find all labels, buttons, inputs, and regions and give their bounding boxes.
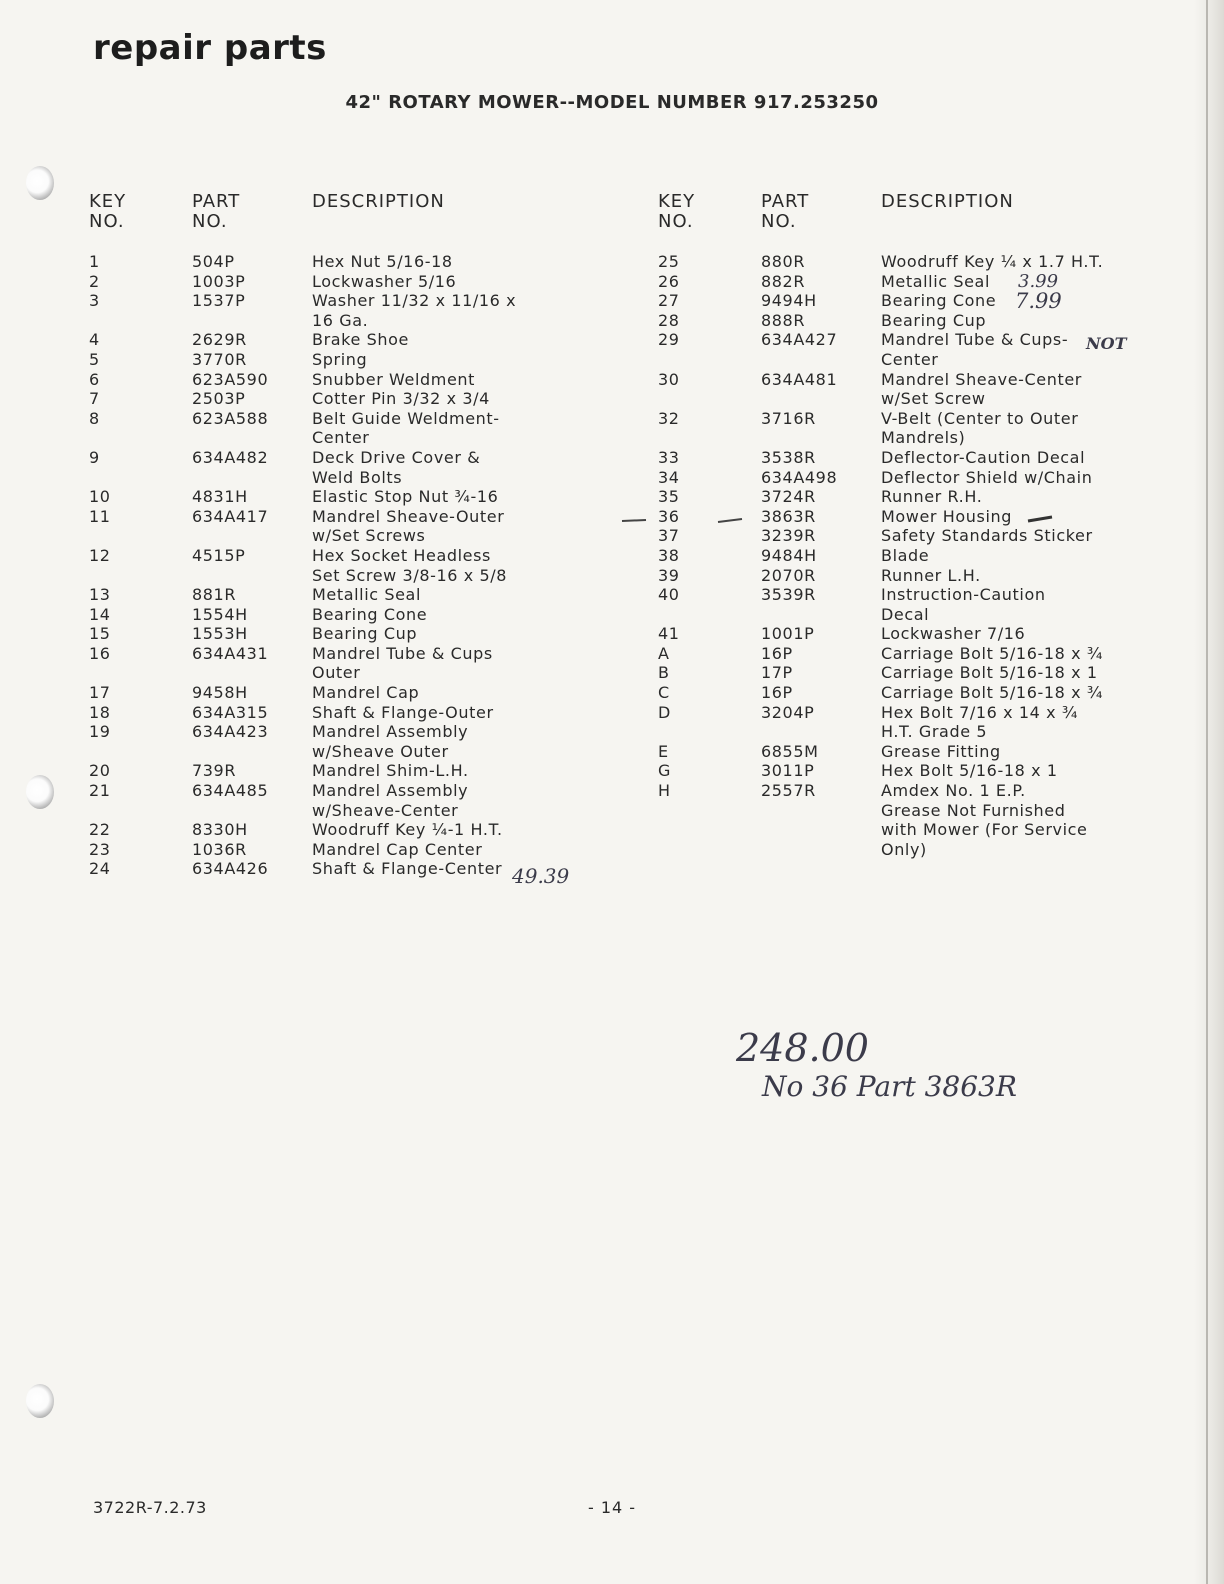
key-no-cell: 9 [89,447,100,467]
key-no-cell: 26 [658,271,680,291]
table-row [89,546,516,585]
part-no-cell: 2629R [192,330,247,350]
key-no-cell: 8 [89,408,100,428]
part-no-cell: 634A431 [192,643,269,663]
part-no-cell: 1553H [192,624,248,644]
table-header-row [658,192,1103,252]
description-cell: Bearing Cup [312,624,418,644]
key-no-cell: A [658,643,670,663]
document-code: 3722R-7.2.73 [93,1498,207,1517]
key-no-cell: 6 [89,369,100,389]
binder-hole-middle [26,775,54,809]
key-no-cell: 21 [89,781,111,801]
key-no-cell: 24 [89,859,111,879]
key-no-cell: 3 [89,291,100,311]
table-row [89,448,516,487]
table-row [89,585,516,605]
table-row [658,624,1103,644]
description-cell: Blade [881,545,930,565]
table-row [658,742,1103,762]
description-cell: Mandrel Sheave-Center w/Set Screw [881,369,1082,409]
key-no-cell: 1 [89,252,100,271]
part-no-cell: 634A417 [192,506,269,526]
key-no-cell: 38 [658,545,680,565]
handwritten-total-price: 248.00 [736,1026,869,1070]
part-no-cell: 3770R [192,349,247,369]
description-cell: Cotter Pin 3/32 x 3/4 [312,389,490,409]
description-cell: Woodruff Key ¼-1 H.T. [312,820,503,840]
description-cell: Carriage Bolt 5/16-18 x ¾ [881,643,1103,663]
key-no-cell: 29 [658,330,680,350]
description-cell: Mandrel Tube & Cups- Center [881,330,1069,369]
description-cell: Hex Socket Headless Set Screw 3/8-16 x 5/8 [312,545,508,585]
key-no-cell: 33 [658,447,680,467]
part-no-cell: 2070R [761,565,816,585]
column-header-key: KEY NO. [658,191,696,232]
key-no-cell: 30 [658,369,680,389]
part-no-cell: 1554H [192,604,248,624]
handwritten-price-26: 3.99 [1018,271,1059,292]
table-row [89,761,516,781]
description-cell: Lockwasher 7/16 [881,624,1026,644]
key-no-cell: E [658,741,669,761]
key-no-cell: 20 [89,761,111,781]
page-number: - 14 - [587,1498,637,1517]
table-row [658,663,1103,683]
part-no-cell: 6855M [761,741,819,761]
key-no-cell: 15 [89,624,111,644]
key-no-cell: G [658,761,671,781]
part-no-cell: 17P [761,663,793,683]
part-no-cell: 3724R [761,487,816,507]
key-no-cell: 37 [658,526,680,546]
part-no-cell: 3863R [761,506,816,526]
key-no-cell: 5 [89,349,100,369]
description-cell: Deflector Shield w/Chain [881,467,1093,487]
part-no-cell: 1537P [192,291,246,311]
table-row [658,370,1103,409]
description-cell: Mandrel Cap Center [312,839,483,859]
description-cell: Mandrel Assembly w/Sheave-Center [312,781,469,820]
part-no-cell: 504P [192,252,235,271]
description-cell: Belt Guide Weldment- Center [312,408,500,448]
table-row [658,409,1103,448]
part-no-cell: 3716R [761,408,816,428]
column-header-part: PART NO. [761,191,810,232]
table-row [89,820,516,840]
part-no-cell: 634A481 [761,369,838,389]
description-cell: Mower Housing [881,506,1013,526]
key-no-cell: 10 [89,487,111,507]
part-no-cell: 2503P [192,389,246,409]
key-no-cell: 41 [658,624,680,644]
column-header-description: DESCRIPTION [312,191,445,212]
key-no-cell: B [658,663,670,683]
description-cell: Hex Bolt 5/16-18 x 1 [881,761,1058,781]
key-no-cell: C [658,683,670,703]
table-row [89,683,516,703]
description-cell: Elastic Stop Nut ¾-16 [312,487,499,507]
description-cell: Bearing Cone [312,604,428,624]
description-cell: Mandrel Sheave-Outer w/Set Screws [312,506,505,546]
description-cell: Metallic Seal [312,585,421,605]
table-row [89,291,516,330]
key-no-cell: 35 [658,487,680,507]
part-no-cell: 16P [761,683,793,703]
part-no-cell: 634A498 [761,467,838,487]
page-edge-shadow [1194,0,1224,1584]
table-row [89,624,516,644]
part-no-cell: 1003P [192,271,246,291]
part-no-cell: 739R [192,761,237,781]
part-no-cell: 8330H [192,820,248,840]
description-cell: Spring [312,349,368,369]
description-cell: Metallic Seal [881,271,990,291]
table-row [89,781,516,820]
table-row [658,468,1103,488]
key-no-cell: 36 [658,506,680,526]
description-cell: Shaft & Flange-Outer [312,702,494,722]
description-cell: Lockwasher 5/16 [312,271,457,291]
description-cell: Mandrel Shim-L.H. [312,761,469,781]
page-heading: repair parts [93,28,327,68]
part-no-cell: 3538R [761,447,816,467]
table-row [89,252,516,272]
part-no-cell: 4831H [192,487,248,507]
table-row [658,585,1103,624]
table-row [658,311,1103,331]
key-no-cell: 2 [89,271,100,291]
part-no-cell: 9494H [761,291,817,311]
key-no-cell: 16 [89,643,111,663]
table-row [658,703,1103,742]
key-no-cell: 32 [658,408,680,428]
key-no-cell: 18 [89,702,111,722]
table-row [658,761,1103,781]
part-no-cell: 4515P [192,545,246,565]
table-row [89,409,516,448]
table-row [658,566,1103,586]
description-cell: Brake Shoe [312,330,409,350]
description-cell: Deflector-Caution Decal [881,447,1086,467]
key-no-cell: 22 [89,820,111,840]
table-row [89,644,516,683]
table-row [89,487,516,507]
description-cell: Shaft & Flange-Center [312,859,503,879]
description-cell: Mandrel Cap [312,683,420,703]
description-cell: Deck Drive Cover & Weld Bolts [312,447,481,487]
description-cell: Instruction-Caution Decal [881,585,1046,624]
description-cell: Washer 11/32 x 11/16 x 16 Ga. [312,291,517,330]
table-row [89,859,516,879]
handwritten-total-note: No 36 Part 3863R [762,1070,1017,1103]
handwritten-note-29: NOT [1086,334,1127,353]
key-no-cell: 34 [658,467,680,487]
table-row [658,526,1103,546]
part-no-cell: 634A423 [192,722,269,742]
part-no-cell: 634A485 [192,781,269,801]
table-row [658,683,1103,703]
description-cell: Carriage Bolt 5/16-18 x ¾ [881,683,1103,703]
handwritten-price-24: 49.39 [512,864,570,888]
key-no-cell: 13 [89,585,111,605]
part-no-cell: 623A590 [192,369,269,389]
description-cell: Bearing Cone [881,291,997,311]
description-cell: Snubber Weldment [312,369,476,389]
key-no-cell: 14 [89,604,111,624]
description-cell: Grease Fitting [881,741,1001,761]
table-row [89,722,516,761]
description-cell: Runner L.H. [881,565,981,585]
part-no-cell: 888R [761,310,806,330]
parts-table-left [89,192,516,879]
part-no-cell: 3011P [761,761,815,781]
part-no-cell: 1036R [192,839,247,859]
description-cell: Carriage Bolt 5/16-18 x 1 [881,663,1098,683]
description-cell: Safety Standards Sticker [881,526,1093,546]
description-cell: Amdex No. 1 E.P. Grease Not Furnished with Mower (For Service Only) [881,781,1088,859]
table-row [89,389,516,409]
key-no-cell: 28 [658,310,680,330]
table-row [658,546,1103,566]
key-no-cell: 7 [89,389,100,409]
handwritten-marks-36 [620,514,1060,528]
key-no-cell: 25 [658,252,680,271]
description-cell: Mandrel Assembly w/Sheave Outer [312,722,469,761]
description-cell: Hex Nut 5/16-18 [312,252,453,271]
key-no-cell: 27 [658,291,680,311]
part-no-cell: 634A315 [192,702,269,722]
table-row [658,252,1103,272]
binder-hole-top [26,166,54,200]
page-edge-line [1206,0,1208,1584]
table-row [89,350,516,370]
key-no-cell: D [658,702,671,722]
description-cell: Runner R.H. [881,487,983,507]
part-no-cell: 9458H [192,683,248,703]
column-header-description: DESCRIPTION [881,191,1014,212]
table-row [89,840,516,860]
key-no-cell: 39 [658,565,680,585]
part-no-cell: 3204P [761,702,815,722]
part-no-cell: 882R [761,271,806,291]
handwritten-price-27: 7.99 [1015,289,1062,313]
table-row [658,781,1103,859]
part-no-cell: 880R [761,252,806,271]
key-no-cell: 11 [89,506,111,526]
table-header-row [89,192,516,252]
description-cell: Woodruff Key ¼ x 1.7 H.T. [881,252,1104,271]
key-no-cell: 23 [89,839,111,859]
part-no-cell: 2557R [761,781,816,801]
table-row [658,487,1103,507]
part-no-cell: 881R [192,585,237,605]
key-no-cell: H [658,781,671,801]
key-no-cell: 17 [89,683,111,703]
table-row [89,605,516,625]
part-no-cell: 16P [761,643,793,663]
column-header-part: PART NO. [192,191,241,232]
part-no-cell: 634A482 [192,447,269,467]
table-row [89,507,516,546]
table-row [89,272,516,292]
key-no-cell: 12 [89,545,111,565]
description-cell: Mandrel Tube & Cups Outer [312,643,493,683]
model-subtitle: 42" ROTARY MOWER--MODEL NUMBER 917.253250 [345,92,879,113]
part-no-cell: 9484H [761,545,817,565]
key-no-cell: 40 [658,585,680,605]
description-cell: Hex Bolt 7/16 x 14 x ¾ H.T. Grade 5 [881,702,1078,742]
part-no-cell: 634A426 [192,859,269,879]
part-no-cell: 623A588 [192,408,269,428]
column-header-key: KEY NO. [89,191,127,232]
key-no-cell: 19 [89,722,111,742]
table-row [89,703,516,723]
table-row [89,370,516,390]
table-row [658,644,1103,664]
part-no-cell: 634A427 [761,330,838,350]
description-cell: V-Belt (Center to Outer Mandrels) [881,408,1079,448]
part-no-cell: 3239R [761,526,816,546]
description-cell: Bearing Cup [881,310,987,330]
key-no-cell: 4 [89,330,100,350]
table-row [89,330,516,350]
part-no-cell: 1001P [761,624,815,644]
table-row [658,330,1103,369]
table-row [658,448,1103,468]
binder-hole-bottom [26,1384,54,1418]
part-no-cell: 3539R [761,585,816,605]
